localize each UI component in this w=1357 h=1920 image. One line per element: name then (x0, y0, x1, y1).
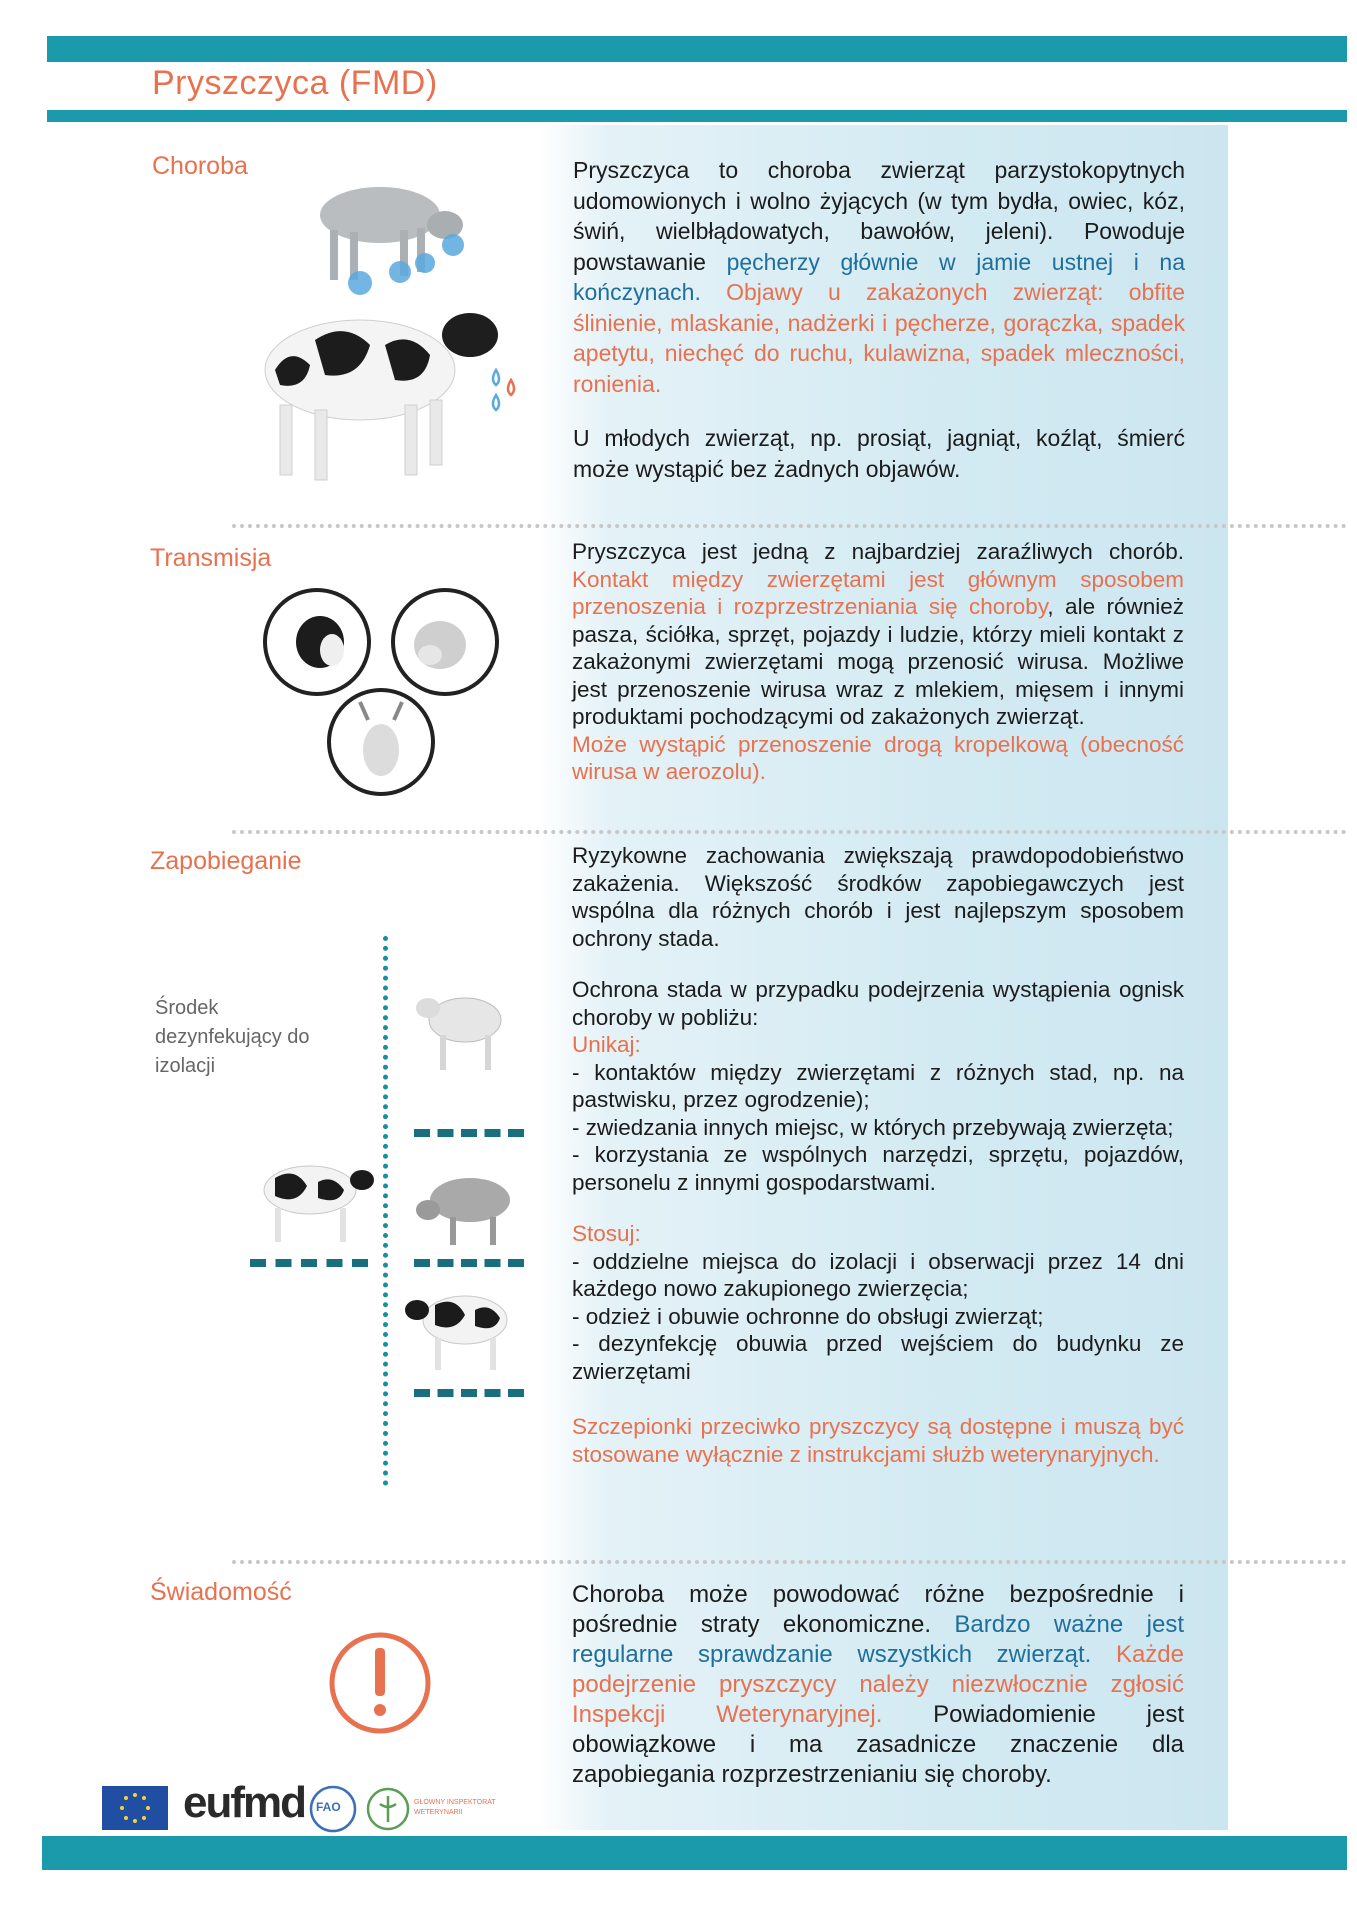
title-underline-bar (47, 110, 1347, 122)
bottom-bar (42, 1836, 1347, 1870)
fao-logo-text: FAO (316, 1800, 341, 1814)
avoid-item: - zwiedzania innych miejsc, w których przebywają zwierzęta; (572, 1114, 1174, 1140)
isolation-fence-dash (414, 1129, 524, 1137)
cow-head-icon (296, 616, 344, 668)
avoid-item: - kontaktów między zwierzętami z różnych stad, np. na pastwisku, przez ogrodzenie); (572, 1059, 1184, 1112)
giw-logo-text: GŁÓWNY INSPEKTORAT WETERYNARII (414, 1799, 496, 1816)
isolated-cow-icon (250, 1150, 380, 1250)
section-divider (232, 830, 1347, 834)
section-label-awareness: Świadomość (150, 1578, 292, 1606)
isolation-fence-dash (414, 1259, 524, 1267)
sheep-icon (410, 1165, 520, 1255)
transmission-text: Pryszczyca jest jedną z najbardziej zaraźliwych chorób. Kontakt między zwierzętami jest głównym sposobem przenoszenia i rozprzestrzeniania się choroby, ale również pasza, ściółka, sprzęt, pojazdy i ludzie, którzy mieli kontakt z zakażonymi zwierzętami mogą przenosić wirusa. Możliwe jest przenoszenie wirusa wraz z mlekiem, mięsem i innymi produktami pochodzącymi od zakażonych zwierząt. Może wystąpić przenoszenie drogą kropelkową (obecność wirusa w aerozolu). (572, 539, 1185, 784)
section-divider (232, 524, 1347, 528)
section-divider (232, 1560, 1347, 1564)
isolation-fence-dash (414, 1389, 524, 1397)
use-item: - oddzielne miejsca do izolacji i obserwacji przez 14 dni każdego nowo zakupionego zwierzęcia; (572, 1248, 1184, 1301)
section-label-transmission: Transmisja (150, 544, 272, 572)
sick-animals-illustration (255, 170, 525, 510)
goat-icon (410, 980, 520, 1080)
warning-icon (325, 1628, 435, 1738)
cow-icon (405, 1280, 520, 1380)
prevention-text: Ryzykowne zachowania zwiększają prawdopodobieństwo zakażenia. Większość środków zapobiegawczych jest wspólna dla różnych chorób i jest najlepszym sposobem ochrony stada. Ochrona stada w przypadku podejrzenia wystąpienia ognisk choroby w pobliżu: Unikaj: - kontaktów między zwierzętami z różnych stad, np. na pastwisku, przez ogrodzenie); - zwiedzania innych miejsc, w których przebywają zwierzęta; - korzystania ze wspólnych narzędzi, sprzętu, pojazdów, personelu z innymi gospodarstwami. Stosuj: - oddzielne miejsca do izolacji i obserwacji przez 14 dni każdego nowo zakupionego zwierzęcia; - odzież i obuwie ochronne do obsługi zwierząt; - dezynfekcję obuwia przed wejściem do budynku ze zwierzętami Szczepionki przeciwko pryszczycy są dostępne i muszą być stosowane wyłącznie z instrukcjami służb weterynaryjnych. (572, 843, 1184, 1467)
section-label-prevention: Zapobieganie (150, 847, 302, 875)
eufmd-logo: eufmd (183, 1778, 305, 1827)
awareness-text: Choroba może powodować różne bezpośrednie i pośrednie straty ekonomiczne. Bardzo ważne jest regularne sprawdzanie wszystkich zwierząt. Każde podejrzenie pryszczycy należy niezwłocznie zgłosić Inspekcji Weterynaryjnej. Powiadomienie jest obowiązkowe i ma zasadnicze znaczenie dla zapobiegania rozprzestrzenianiu się choroby. (572, 1581, 1185, 1788)
use-item: - odzież i obuwie ochronne do obsługi zwierząt; (572, 1303, 1044, 1329)
isolation-fence-vertical (383, 936, 388, 1486)
sheep-head-icon (414, 621, 466, 669)
page-title: Pryszczyca (FMD) (152, 64, 438, 102)
disinfectant-isolation-label: Środek dezynfekujący do izolacji (155, 997, 310, 1077)
giw-emblem-icon (365, 1786, 411, 1832)
cow-icon (265, 313, 498, 480)
saliva-drops-icon (493, 370, 514, 410)
transmission-venn-illustration (260, 580, 510, 815)
use-item: - dezynfekcję obuwia przed wejściem do budynku ze zwierzętami (572, 1331, 1184, 1384)
section-label-disease: Choroba (152, 152, 248, 180)
avoid-item: - korzystania ze wspólnych narzędzi, sprzętu, pojazdów, personelu z innymi gospodarstwami. (572, 1142, 1184, 1195)
eu-flag-icon (102, 1786, 168, 1830)
isolation-fence-dash (250, 1259, 368, 1267)
top-bar (47, 36, 1347, 62)
disease-text: Pryszczyca to choroba zwierząt parzystokopytnych udomowionych i wolno żyjących (w tym bydła, owiec, kóz, świń, wielbłądowatych, bawołów, jeleni). Powoduje powstawanie pęcherzy głównie w jamie ustnej i na kończynach. Objawy u zakażonych zwierząt: obfite ślinienie, mlaskanie, nadżerki i pęcherze, gorączka, spadek apetytu, niechęć do ruchu, kulawizna, spadek mleczności, ronienia. U młodych zwierząt, np. prosiąt, jagniąt, koźląt, śmierć może wystąpić bez żadnych objawów. (573, 157, 1186, 482)
